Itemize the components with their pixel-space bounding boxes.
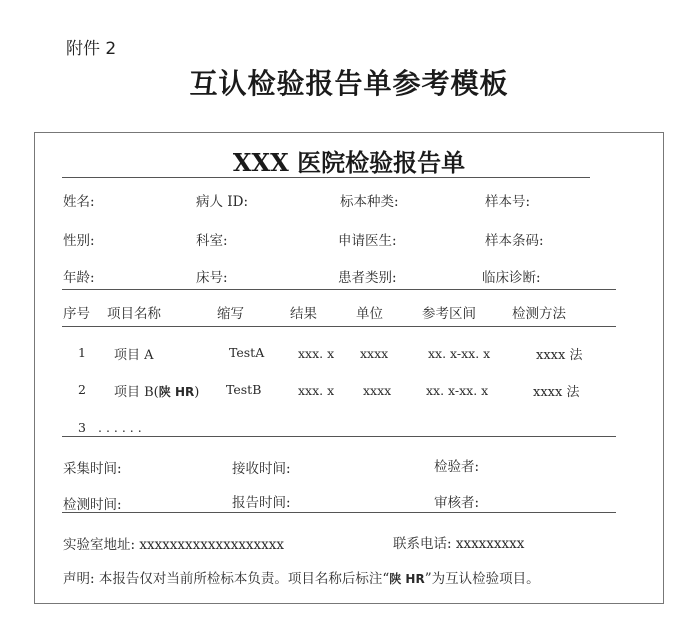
row2-abbreviation: TestB	[226, 382, 262, 397]
header-item-name: 项目名称	[107, 306, 161, 322]
row1-unit: xxxx	[360, 346, 389, 361]
header-result: 结果	[290, 306, 317, 322]
field-name: 姓名:	[63, 194, 95, 210]
field-test-time: 检测时间:	[63, 497, 122, 513]
field-sample-barcode: 样本条码:	[485, 233, 544, 249]
row1-no: 1	[78, 345, 86, 360]
statement-text: 声明: 本报告仅对当前所检标本负责。项目名称后标注“	[63, 571, 390, 587]
document-title: 互认检验报告单参考模板	[189, 67, 509, 100]
row2-unit: xxxx	[363, 383, 392, 398]
field-collection-time: 采集时间:	[63, 461, 122, 477]
divider-table-bottom	[62, 436, 616, 437]
row2-item-name-close: )	[194, 385, 200, 400]
divider-footer	[62, 512, 616, 513]
row2-no: 2	[78, 382, 86, 397]
field-patient-id: 病人 ID:	[196, 194, 248, 210]
row1-abbreviation: TestA	[229, 345, 265, 360]
field-reviewer: 审核者:	[434, 495, 480, 511]
row1-item-name: 项目 A	[114, 348, 154, 363]
title-underline	[62, 177, 590, 178]
shaanxi-hr-mark: 陕 HR	[158, 385, 195, 399]
header-no: 序号	[63, 306, 90, 322]
statement-hr-mark: 陕 HR	[389, 572, 425, 586]
row2-reference-range: xx. x-xx. x	[426, 383, 489, 398]
divider-table-header	[62, 326, 616, 327]
header-unit: 单位	[356, 306, 383, 322]
header-reference-range: 参考区间	[422, 306, 476, 322]
row1-result: xxx. x	[298, 346, 335, 361]
row2-result: xxx. x	[298, 383, 335, 398]
lab-phone: 联系电话: xxxxxxxxx	[393, 536, 525, 552]
field-age: 年龄:	[63, 270, 95, 286]
field-specimen-type: 标本种类:	[340, 194, 399, 210]
header-abbreviation: 缩写	[217, 306, 244, 322]
header-test-method: 检测方法	[512, 306, 566, 322]
row2-test-method: xxxx 法	[533, 385, 580, 400]
attachment-label: 附件 2	[66, 39, 117, 59]
row3-ellipsis: . . . . . .	[98, 420, 142, 435]
hospital-report-title: XXX 医院检验报告单	[232, 148, 466, 177]
field-sample-number: 样本号:	[485, 194, 531, 210]
row3-no: 3	[78, 420, 86, 435]
row1-test-method: xxxx 法	[536, 348, 583, 363]
field-patient-category: 患者类别:	[338, 270, 397, 286]
field-receipt-time: 接收时间:	[232, 461, 291, 477]
lab-address: 实验室地址: xxxxxxxxxxxxxxxxxxx	[63, 537, 284, 553]
row2-item-name-text: 项目 B(	[114, 385, 159, 400]
statement-text-end: ”为互认检验项目。	[424, 571, 540, 587]
row2-item-name	[114, 381, 199, 400]
divider-patient-table	[62, 289, 616, 290]
field-requesting-doctor: 申请医生:	[338, 233, 397, 249]
field-clinical-diagnosis: 临床诊断:	[482, 270, 541, 286]
field-department: 科室:	[196, 233, 228, 249]
statement	[63, 567, 540, 587]
field-bed-number: 床号:	[196, 270, 228, 286]
row1-reference-range: xx. x-xx. x	[428, 346, 491, 361]
field-tester: 检验者:	[434, 459, 480, 475]
field-report-time: 报告时间:	[232, 495, 291, 511]
field-gender: 性别:	[63, 233, 95, 249]
